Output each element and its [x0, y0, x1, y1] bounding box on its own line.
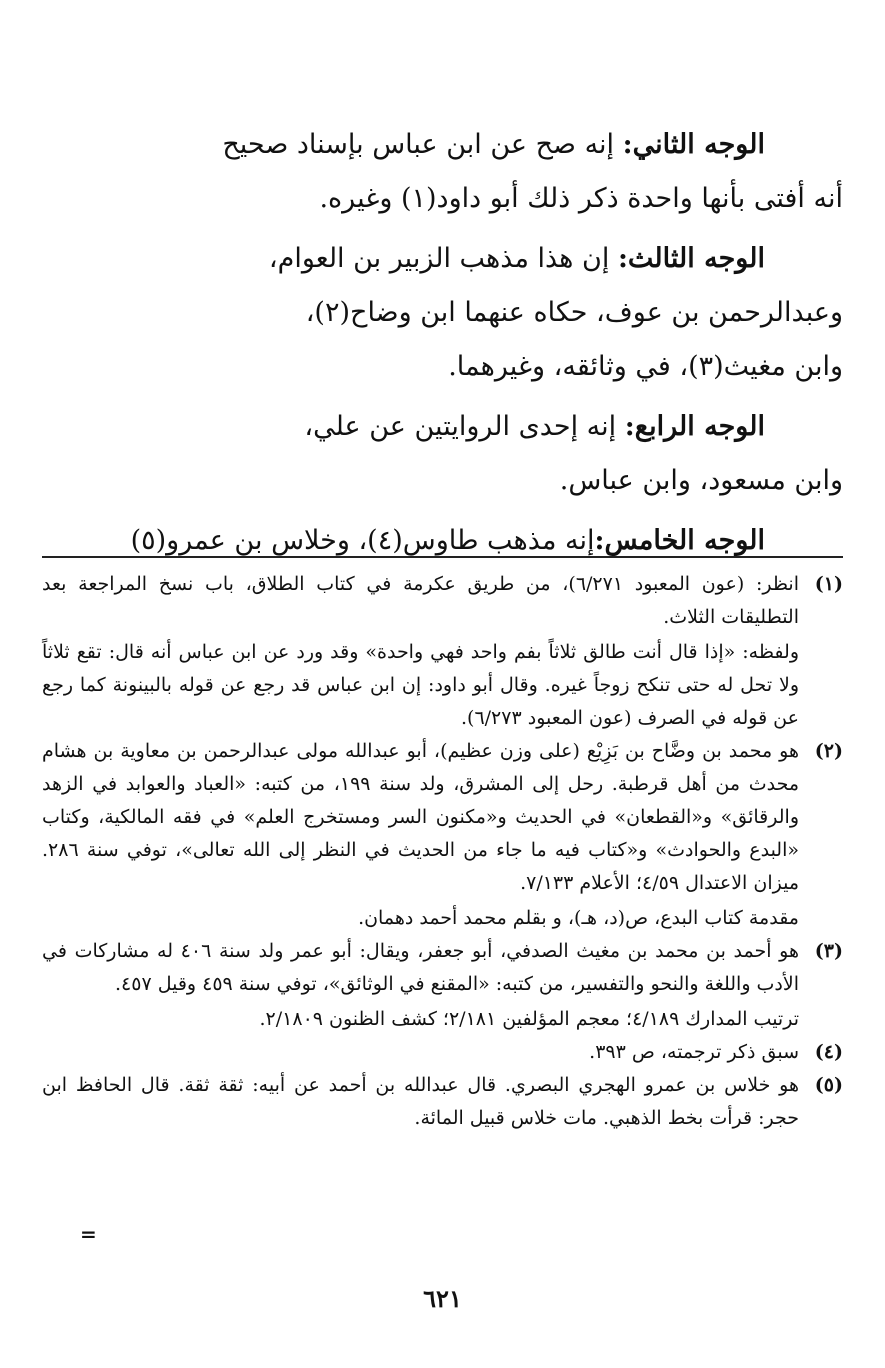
- footnote-3: [42, 935, 843, 1036]
- heading-fifth-aspect: الوجه الخامس:: [594, 525, 765, 556]
- heading-fourth-aspect: الوجه الرابع:: [624, 411, 765, 442]
- paragraph-fourth-aspect: [42, 400, 843, 508]
- footnote-2: [42, 735, 843, 935]
- heading-second-aspect: الوجه الثاني:: [622, 129, 765, 160]
- footnote-4: [42, 1036, 843, 1069]
- heading-third-aspect: الوجه الثالث:: [617, 243, 765, 274]
- footnote-paragraph: مقدمة كتاب البدع، ص(د، هـ)، و بقلم محمد أحمد دهمان.: [358, 907, 799, 929]
- page-number: ٦٢١: [423, 1284, 462, 1313]
- footnote-number: (٤): [814, 1041, 843, 1063]
- footnote-number: (٢): [814, 740, 843, 762]
- paragraph-third-aspect: [42, 232, 843, 394]
- footnote-paragraph: هو أحمد بن محمد بن مغيث الصدفي، أبو جعفر، ويقال: أبو عمر ولد سنة ٤٠٦ له مشاركات في الأدب واللغة والنحو والتفسير، من كتبه: «المقنع في الوثائق»، توفي سنة ٤٥٩ وقيل ٤٥٧.: [42, 940, 799, 995]
- paragraph-fifth-aspect: [42, 514, 843, 568]
- text-line: إنه إحدى الروايتين عن علي،: [304, 411, 617, 442]
- footnote-paragraph: ترتيب المدارك ٤/١٨٩؛ معجم المؤلفين ٢/١٨١؛ كشف الظنون ٢/١٨٠٩.: [259, 1008, 799, 1030]
- paragraph-second-aspect: [42, 118, 843, 226]
- text-line: وابن مغيث(٣)، في وثائقه، وغيرهما.: [448, 351, 843, 382]
- footnote-1: [42, 568, 843, 735]
- text-line: وعبدالرحمن بن عوف، حكاه عنهما ابن وضاح(٢)،: [305, 297, 843, 328]
- footnote-paragraph: هو محمد بن وضَّاح بن بَزِيْع (على وزن عظيم)، أبو عبدالله مولى عبدالرحمن بن معاوية بن هشام محدث من أهل قرطبة. رحل إلى المشرق، ولد سنة ١٩٩، من كتبه: «العباد والعوابد في الزهد والرقائق» و«القطعان» في الحديث و«مكنون السر ومستخرج العلم» في فقه المالكية، وكتاب «البدع والحوادث» و«كتاب فيه ما جاء من الحديث في النظر إلى الله تعالى»، توفي سنة ٢٨٦. ميزان الاعتدال ٤/٥٩؛ الأعلام ٧/١٣٣.: [42, 740, 800, 894]
- footnote-paragraph: انظر: (عون المعبود ٦/٢٧١)، من طريق عكرمة في كتاب الطلاق، باب نسخ المراجعة بعد التطليقات الثلاث.: [42, 573, 799, 628]
- footnote-paragraph: سبق ذكر ترجمته، ص ٣٩٣.: [589, 1041, 799, 1063]
- footnote-number: (١): [814, 573, 843, 595]
- text-line: إنه صح عن ابن عباس بإسناد صحيح: [222, 129, 615, 160]
- text-line: إن هذا مذهب الزبير بن العوام،: [268, 243, 610, 274]
- footnote-paragraph: ولفظه: «إذا قال أنت طالق ثلاثاً بفم واحد فهي واحدة» وقد ورد عن ابن عباس أنه قال: تقع ثلاثاً ولا تحل له حتى تنكح زوجاً غيره. وقال أبو داود: إن ابن عباس قد رجع عن قوله بالبينونة كما رجع عن قوله في الصرف (عون المعبود ٦/٢٧٣).: [42, 641, 799, 729]
- footnote-number: (٣): [814, 940, 843, 962]
- footnotes: [42, 568, 843, 1135]
- footnote-paragraph: هو خلاس بن عمرو الهجري البصري. قال عبدالله بن أحمد عن أبيه: ثقة ثقة. قال الحافظ ابن حجر: قرأت بخط الذهبي. مات خلاس قبيل المائة.: [42, 1074, 799, 1129]
- text-line: إنه مذهب طاوس(٤)، وخلاس بن عمرو(٥): [130, 525, 595, 556]
- continuation-mark: =: [80, 1222, 97, 1246]
- footnote-number: (٥): [814, 1074, 843, 1096]
- text-line: أنه أفتى بأنها واحدة ذكر ذلك أبو داود(١) وغيره.: [319, 183, 843, 214]
- main-text: [42, 118, 843, 568]
- footnote-separator: [42, 556, 843, 558]
- text-line: وابن مسعود، وابن عباس.: [559, 465, 843, 496]
- footnote-5: [42, 1069, 843, 1135]
